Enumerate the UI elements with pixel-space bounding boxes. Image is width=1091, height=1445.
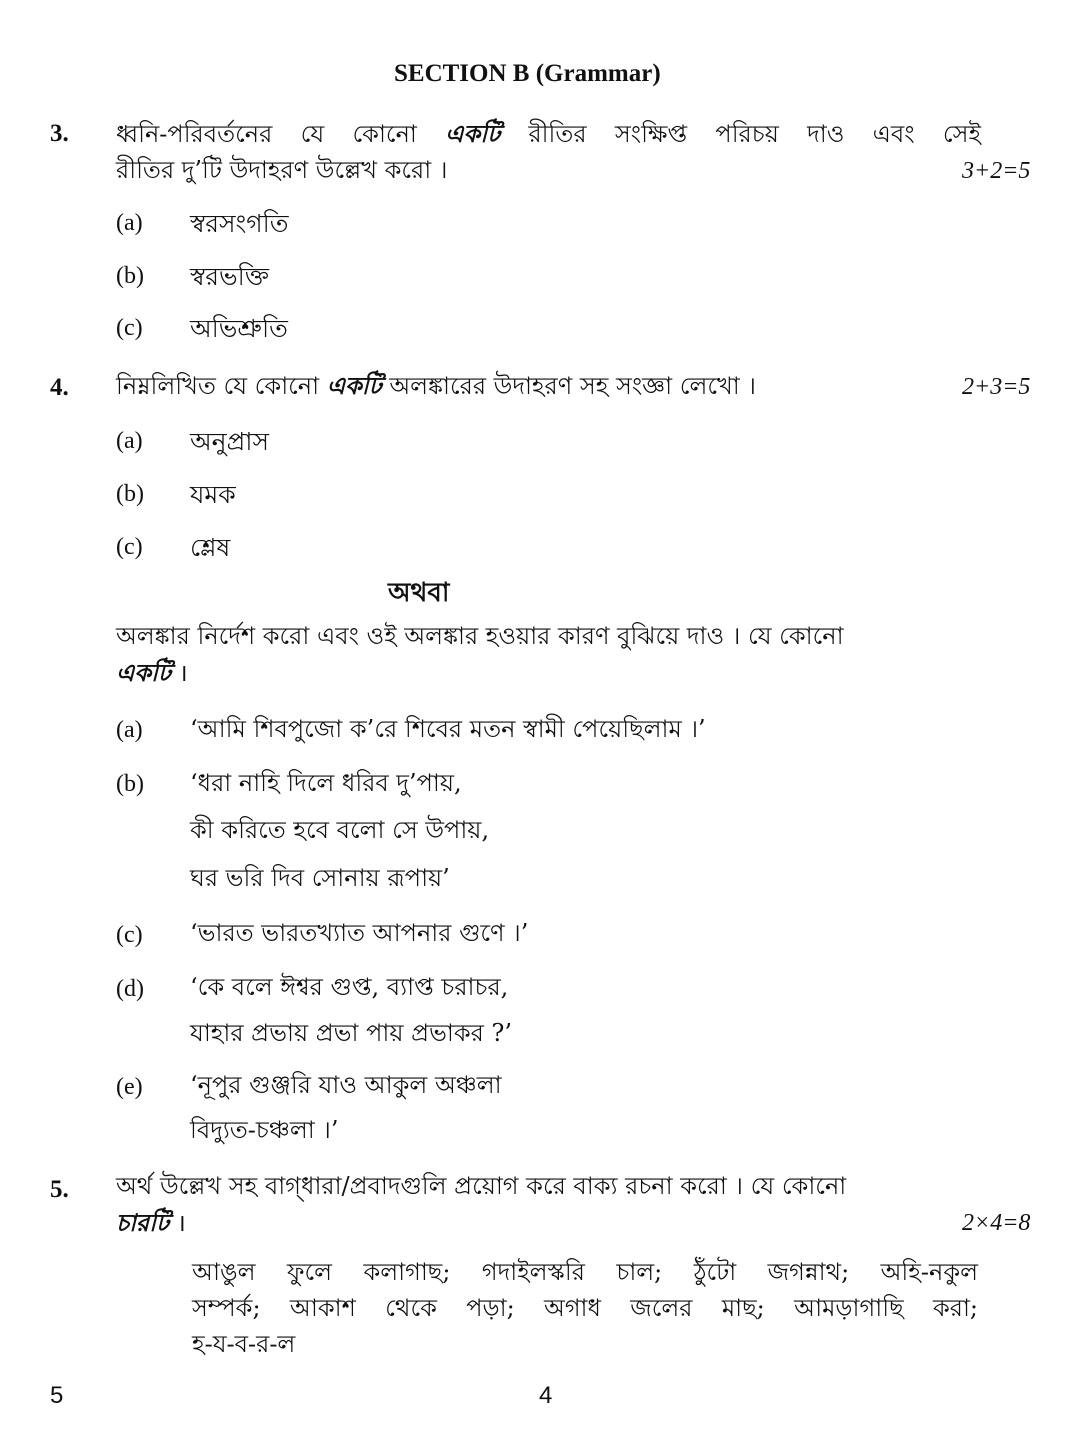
question-5-marks: 2×4=8 <box>962 1210 1031 1236</box>
question-3-marks: 3+2=5 <box>962 158 1031 184</box>
q3-option-text: অভিশ্রুতি <box>190 314 288 343</box>
q4-text-b: অলঙ্কারের উদাহরণ সহ সংজ্ঞা লেখো । <box>381 372 756 400</box>
question-5-line-1: অর্থ উল্লেখ সহ বাগ্‌ধারা/প্রবাদগুলি প্রয়োগ করে বাক্য রচনা করো । যে কোনো <box>116 1172 847 1200</box>
q4-emphasis: একটি <box>326 371 382 400</box>
q5-phrases-line-3: হ-য-ব-র-ল <box>192 1330 296 1358</box>
q3-option-label: (b) <box>116 263 144 289</box>
question-5-line-2 <box>116 1205 186 1245</box>
section-title: SECTION B (Grammar) <box>394 60 661 87</box>
or-separator: অথবা <box>388 578 450 608</box>
q4-alt-line-1: অলঙ্কার নির্দেশ করো এবং ওই অলঙ্কার হওয়ার কারণ বুঝিয়ে দাও । যে কোনো <box>116 622 844 650</box>
q4-option-text: অনুপ্রাস <box>190 427 269 456</box>
q3-text-b: রীতির সংক্ষিপ্ত পরিচয় দাও এবং সেই <box>500 120 981 148</box>
question-3-line-2: রীতির দু’টি উদাহরণ উল্লেখ করো । <box>116 156 448 184</box>
footer-left-number: 5 <box>50 1382 64 1409</box>
question-3-line-1 <box>116 116 981 156</box>
q3-option-text: স্বরভক্তি <box>190 262 270 291</box>
q3-text-a: ধ্বনি-পরিবর্তনের যে কোনো <box>116 120 446 148</box>
page-number: 4 <box>539 1382 553 1409</box>
q5-phrases-line-1: আঙুল ফুলে কলাগাছ; গদাইলস্করি চাল; ঠুঁটো জগন্নাথ; অহি-নকুল <box>192 1258 978 1286</box>
q4-alt-option-label: (c) <box>116 922 143 948</box>
q3-option-text: স্বরসংগতি <box>190 209 289 238</box>
q3-option-label: (c) <box>116 315 143 341</box>
q4-alt-option-label: (b) <box>116 771 144 797</box>
q5-emphasis: চারটি <box>116 1208 170 1237</box>
q4-alt-option-line: ‘আমি শিবপুজো ক’রে শিবের মতন স্বামী পেয়েছিলাম ।’ <box>190 715 706 743</box>
q4-alt-option-line: ‘কে বলে ঈশ্বর গুপ্ত, ব্যাপ্ত চরাচর, <box>190 973 509 1001</box>
question-3-number: 3. <box>50 120 69 147</box>
q4-alt-option-line: ‘ধরা নাহি দিলে ধরিব দু’পায়, <box>190 769 462 797</box>
q4-alt-option-line: ঘর ভরি দিব সোনায় রূপায়’ <box>190 864 450 892</box>
q5-phrases-line-2: সম্পর্ক; আকাশ থেকে পড়া; অগাধ জলের মাছ; আমড়াগাছি করা; <box>192 1294 978 1322</box>
q4-alt-option-label: (e) <box>116 1074 143 1100</box>
q4-option-text: যমক <box>190 480 236 509</box>
question-4-number: 4. <box>50 374 69 401</box>
q4-alt-emphasis: একটি <box>116 658 171 687</box>
q3-emphasis: একটি <box>445 119 501 148</box>
q4-option-text: শ্লেষ <box>190 533 231 562</box>
q5-line-2-end: । <box>169 1209 186 1237</box>
q4-alt-option-label: (a) <box>116 717 143 743</box>
question-5-number: 5. <box>50 1176 69 1203</box>
q4-option-label: (a) <box>116 428 143 454</box>
q4-alt-line-2 <box>116 655 188 695</box>
q4-alt-option-line: যাহার প্রভায় প্রভা পায় প্রভাকর ?’ <box>190 1019 512 1047</box>
q4-alt-line-2-end: । <box>171 659 188 687</box>
q4-alt-option-label: (d) <box>116 976 144 1002</box>
q4-alt-option-line: বিদ্যুত-চঞ্চলা ।’ <box>190 1116 339 1144</box>
question-4-line-1 <box>116 368 756 408</box>
q4-alt-option-line: ‘ভারত ভারতখ্যাত আপনার গুণে ।’ <box>190 919 529 947</box>
q4-option-label: (c) <box>116 534 143 560</box>
q4-alt-option-line: ‘নূপুর গুঞ্জরি যাও আকুল অঞ্চলা <box>190 1071 502 1099</box>
q4-option-label: (b) <box>116 481 144 507</box>
q4-alt-option-line: কী করিতে হবে বলো সে উপায়, <box>190 816 490 844</box>
question-4-marks: 2+3=5 <box>962 374 1031 400</box>
q4-text-a: নিম্নলিখিত যে কোনো <box>116 372 327 400</box>
q3-option-label: (a) <box>116 210 143 236</box>
